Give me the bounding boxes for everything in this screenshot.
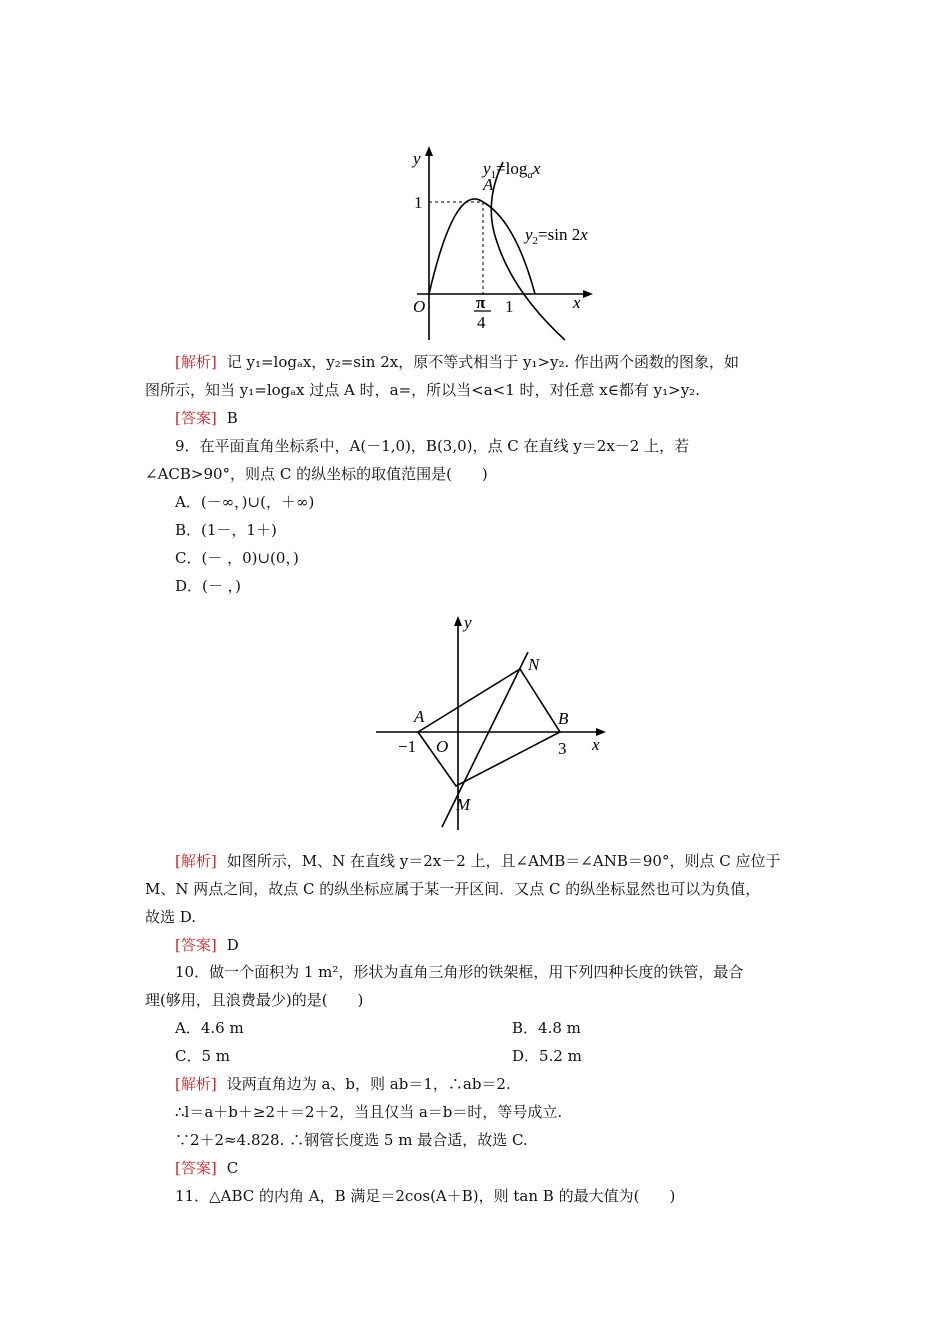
q10-option-d: D．5.2 m: [512, 1047, 582, 1065]
q8-analysis-line-2: 图所示，知当 y₁=logₐx 过点 A 时，a=，所以当<a<1 时，对任意 x∈都有 y₁>y₂.: [145, 381, 700, 399]
q9-stem-line-1: 9．在平面直角坐标系中，A(－1,0)，B(3,0)，点 C 在直线 y＝2x－2 上，若: [175, 437, 690, 455]
point-m-label: M: [456, 795, 471, 814]
curve-label-y1: $y_1=\log_ax$: [483, 159, 541, 181]
q9-answer: [答案] D: [175, 936, 239, 954]
q10-answer: [答案] C: [175, 1159, 239, 1177]
q10-analysis-line-3: ∵2＋2≈4.828. ∴钢管长度选 5 m 最合适，故选 C.: [175, 1131, 528, 1149]
point-a-label: A: [483, 175, 494, 194]
x-axis-label: x: [592, 735, 600, 754]
y-arrow-icon: [425, 146, 433, 156]
q9-option-b: B．(1－，1＋): [175, 521, 277, 539]
log-curve: [491, 162, 565, 340]
x-arrow-icon: [583, 290, 593, 298]
q10-option-c: C．5 m: [175, 1047, 231, 1065]
line-y-2x-2: [442, 652, 528, 827]
origin-label: O: [413, 297, 426, 316]
point-a-label: A: [414, 707, 425, 726]
curve-label-y2: $y_2=\sin$ 2x: [525, 225, 588, 247]
point-n-label: N: [528, 655, 540, 674]
tick-minus-one: −1: [398, 737, 417, 756]
point-b-label: B: [558, 709, 569, 728]
x-axis-label: x: [573, 293, 581, 312]
sine-curve: [429, 199, 535, 294]
q10-option-a: A．4.6 m: [175, 1019, 244, 1037]
answer-tag: [答案]: [175, 409, 217, 427]
tick-label-four: 4: [477, 313, 486, 332]
q9-stem-line-2: ∠ACB>90°，则点 C 的纵坐标的取值范围是( ): [145, 465, 488, 483]
analysis-tag: [解析]: [175, 353, 217, 371]
q9-option-d: D．(－ ，): [175, 577, 241, 595]
q10-stem-line-2: 理(够用，且浪费最少)的是( ): [145, 991, 364, 1009]
q9-option-a: A．(－∞，)∪(，＋∞): [175, 493, 315, 511]
q8-analysis-line-1: [解析] 记 y₁=logₐx，y₂=sin 2x，原不等式相当于 y₁>y₂. 作出两个函数的图象，如: [175, 353, 740, 371]
y-arrow-icon: [454, 616, 462, 626]
tick-label-pi: π: [476, 293, 486, 312]
q8-answer: [答案] B: [175, 409, 238, 427]
q9-analysis-line-1: [解析] 如图所示，M、N 在直线 y＝2x－2 上，且∠AMB＝∠ANB＝90°，则点 C 应位于: [175, 852, 781, 870]
q10-analysis-line-2: ∴l＝a＋b＋≥2＋＝2＋2，当且仅当 a＝b＝时，等号成立.: [175, 1103, 563, 1121]
quadrilateral-anbm: [418, 669, 560, 786]
q10-option-b: B．4.8 m: [512, 1019, 581, 1037]
q10-analysis-line-1: [解析] 设两直角边为 a、b，则 ab＝1，∴ab＝2.: [175, 1075, 511, 1093]
figure-quadrilateral: [370, 612, 620, 837]
answer-tag: [答案]: [175, 936, 217, 954]
tick-label-one-x: 1: [505, 297, 514, 316]
q9-analysis-line-2: M、N 两点之间，故点 C 的纵坐标应属于某一开区间．又点 C 的纵坐标显然也可以为负值，: [145, 880, 761, 898]
q10-stem-line-1: 10．做一个面积为 1 m²，形状为直角三角形的铁架框，用下列四种长度的铁管，最合: [175, 963, 744, 981]
y-axis-label: y: [464, 613, 472, 632]
analysis-tag: [解析]: [175, 1075, 217, 1093]
q9-option-c: C．(－ ，0)∪(0，): [175, 549, 299, 567]
figure-log-sin-graph: [395, 142, 605, 347]
tick-label-one-y: 1: [414, 193, 423, 212]
q9-analysis-line-3: 故选 D.: [145, 908, 197, 926]
q11-stem: 11．△ABC 的内角 A，B 满足＝2cos(A＋B)，则 tan B 的最大值为( ): [175, 1187, 676, 1205]
y-axis-label: y: [413, 149, 421, 168]
analysis-tag: [解析]: [175, 852, 217, 870]
answer-tag: [答案]: [175, 1159, 217, 1177]
tick-three: 3: [558, 739, 567, 758]
origin-label: O: [436, 737, 449, 756]
